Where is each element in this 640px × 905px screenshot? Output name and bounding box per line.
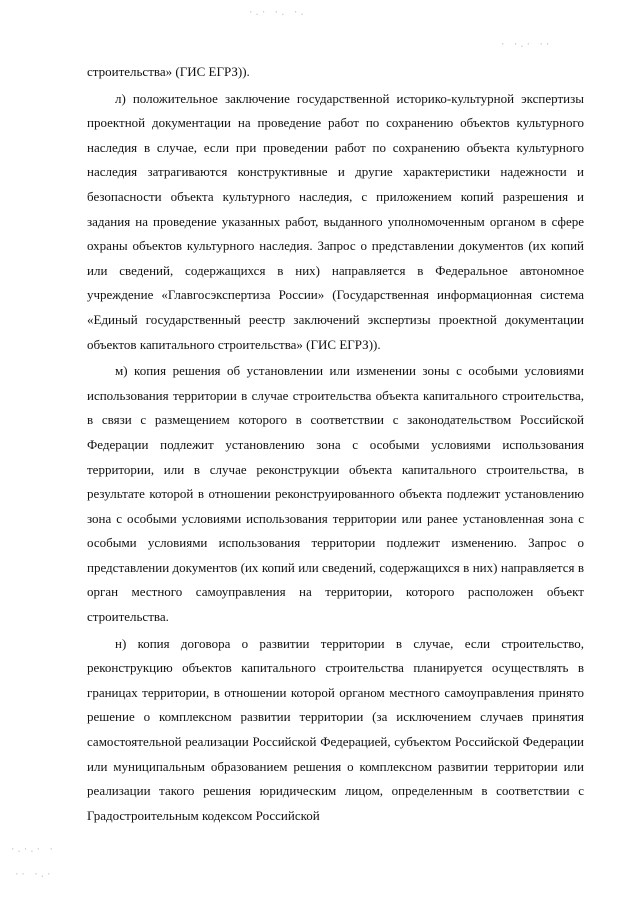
paragraph-item-l: л) положительное заключение государственной историко-культурной экспертизы проектной документации на проведение работ по сохранению объектов культурного наследия в случае, если при проведении работ по сохранению объекта культурного наследия затрагиваются конструктивные и другие характеристики надежности и безопасности объекта культурного наследия, с приложением копий разрешения и задания на проведение указанных работ, выданного уполномоченным органом в сфере охраны объектов культурного наследия. Запрос о представлении документов (их копий или сведений, содержащихся в них) направляется в Федеральное автономное учреждение «Главгосэкспертиза России» (Государственная информационная система «Единый государственный реестр заключений экспертизы проектной документации объектов капитального строительства» (ГИС ЕГРЗ)). <box>87 90 584 352</box>
paragraph-item-n: н) копия договора о развитии территории в случае, если строительство, реконструкцию объектов капитального строительства планируется осуществлять в границах территории, в отношении которой органом местного самоуправления принято решение о комплексном развитии территории (за исключением случаев принятия самостоятельной реализации Российской Федерацией, субъектом Российской Федерации или муниципальным образованием решения о комплексном развитии территории или реализации такого решения юридическим лицом, определенным в соответствии с Градостроительным кодексом Российской <box>87 635 584 823</box>
paragraph-continuation: строительства» (ГИС ЕГРЗ)). <box>87 64 250 79</box>
scan-noise: ·.·.· · <box>10 845 55 855</box>
paragraph-item-m: м) копия решения об установлении или изменении зоны с особыми условиями использования территории в случае строительства объекта капитального строительства, в связи с размещением которого в соответствии с законодательством Российской Федерации подлежит установлению зона с особыми условиями использования территории, или в случае реконструкции объекта капитального строительства, в результате которой в отношении реконструированного объекта подлежит установлению зона с особыми условиями использования территории или ранее установленная зона с особыми условиями использования территории подлежит изменению. Запрос о представлении документов (их копий или сведений, содержащихся в них) направляется в орган местного самоуправления на территории, которого расположен объект строительства. <box>87 363 584 625</box>
scan-noise: · ·.· ·· <box>500 40 552 50</box>
scan-noise: ·· ·.· <box>14 870 53 880</box>
scan-noise: ·.· ·. ·. <box>248 8 306 18</box>
